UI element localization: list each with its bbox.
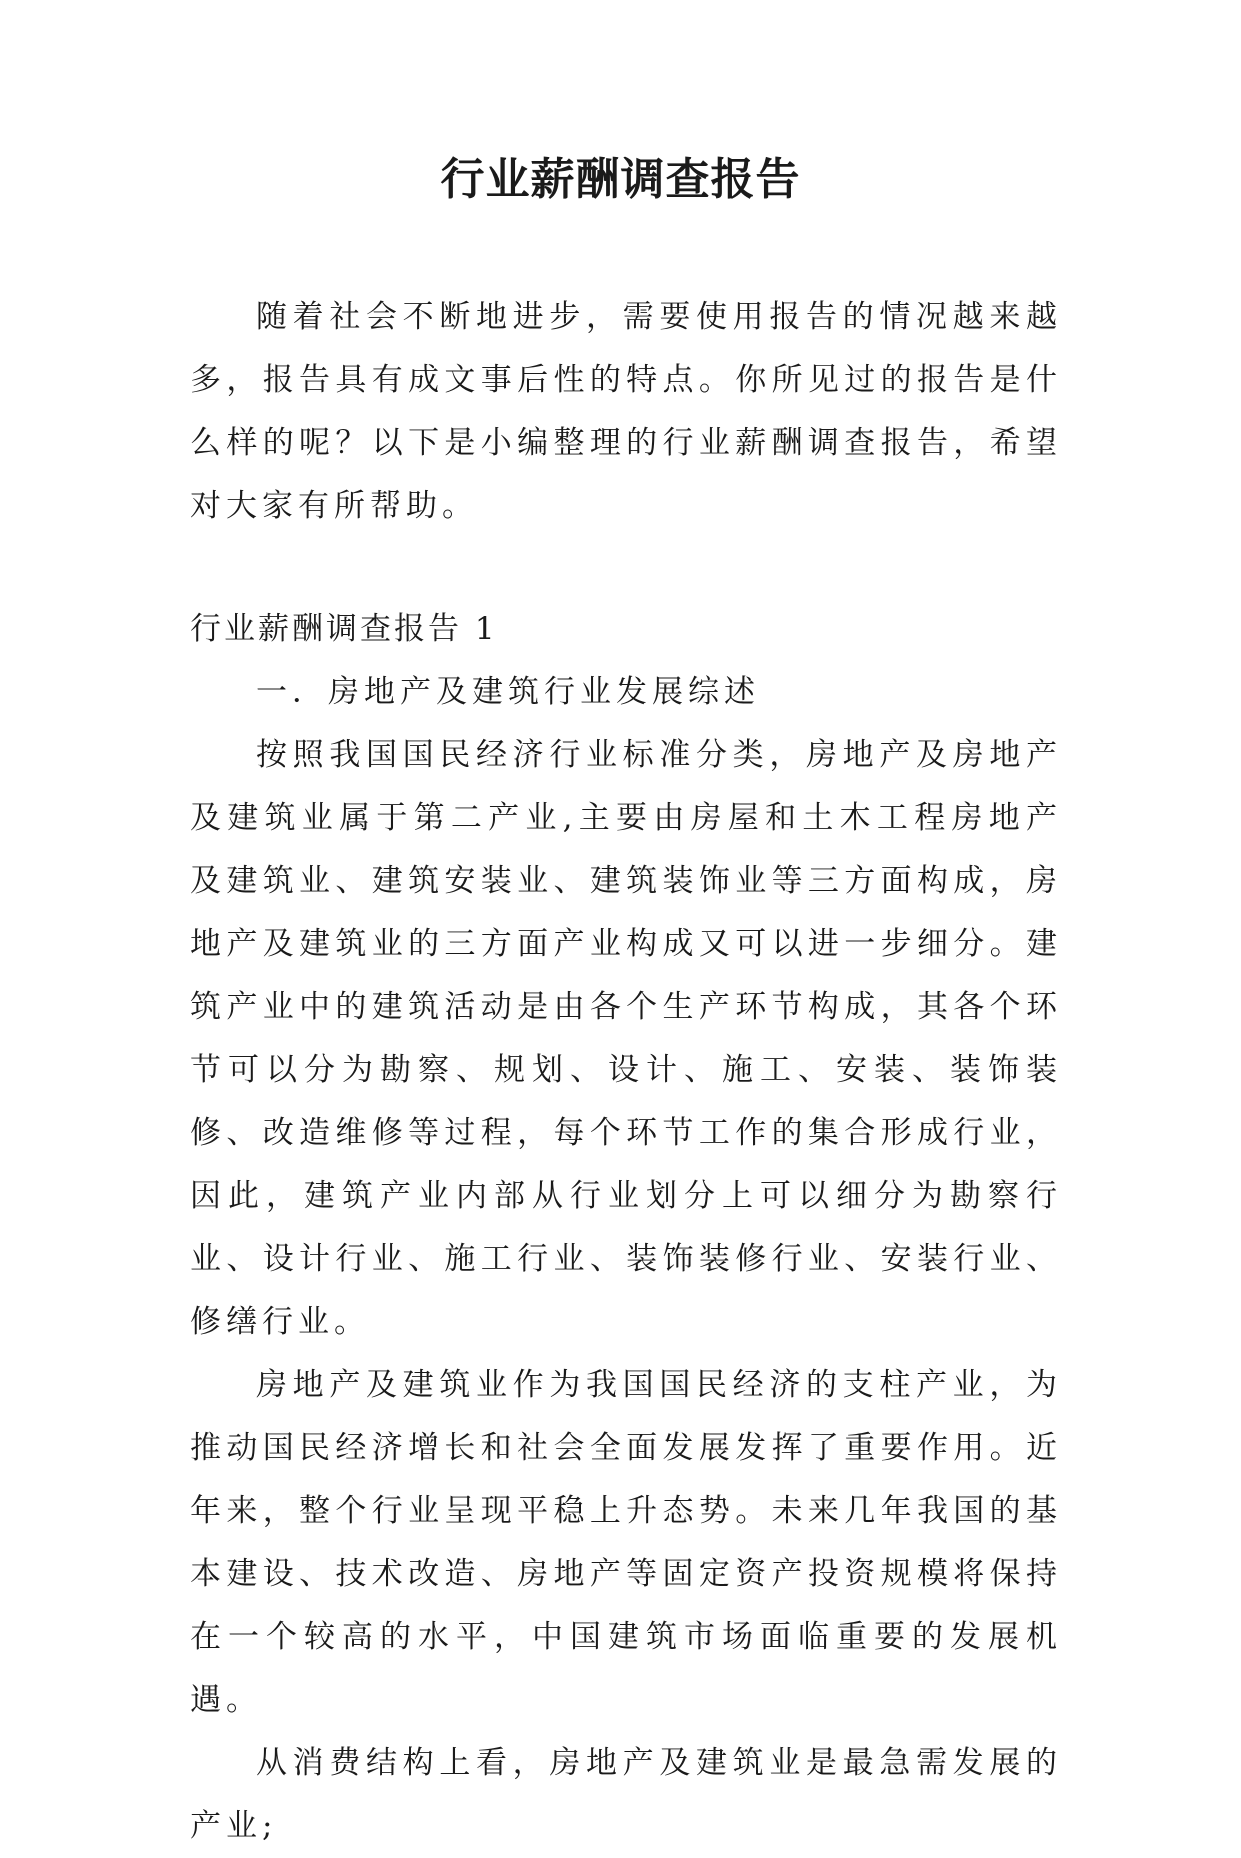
document-body [190, 286, 1062, 1858]
body-paragraph: 从消费结构上看，房地产及建筑业是最急需发展的产业; [190, 1745, 1062, 1844]
body-paragraph: 按照我国国民经济行业标准分类，房地产及房地产及建筑业属于第二产业,主要由房屋和土木工程房地产及建筑业、建筑安装业、建筑装饰业等三方面构成，房地产及建筑业的三方面产业构成又可以进一步细分。建筑产业中的建筑活动是由各个生产环节构成，其各个环节可以分为勘察、规划、设计、施工、安装、装饰装修、改造维修等过程，每个环节工作的集合形成行业，因此，建筑产业内部从行业划分上可以细分为勘察行业、设计行业、施工行业、装饰装修行业、安装行业、修缮行业。 [190, 737, 1062, 1340]
intro-paragraph: 随着社会不断地进步，需要使用报告的情况越来越多，报告具有成文事后性的特点。你所见过的报告是什么样的呢？以下是小编整理的行业薪酬调查报告，希望对大家有所帮助。 [190, 299, 1062, 524]
document-title: 行业薪酬调查报告 [440, 154, 801, 205]
section-title: 行业薪酬调查报告 1 [190, 611, 498, 647]
subheading: 一．房地产及建筑行业发展综述 [256, 674, 760, 710]
body-paragraph: 房地产及建筑业作为我国国民经济的支柱产业，为推动国民经济增长和社会全面发展发挥了重要作用。近年来，整个行业呈现平稳上升态势。未来几年我国的基本建设、技术改造、房地产等固定资产投资规模将保持在一个较高的水平，中国建筑市场面临重要的发展机遇。 [190, 1367, 1062, 1718]
